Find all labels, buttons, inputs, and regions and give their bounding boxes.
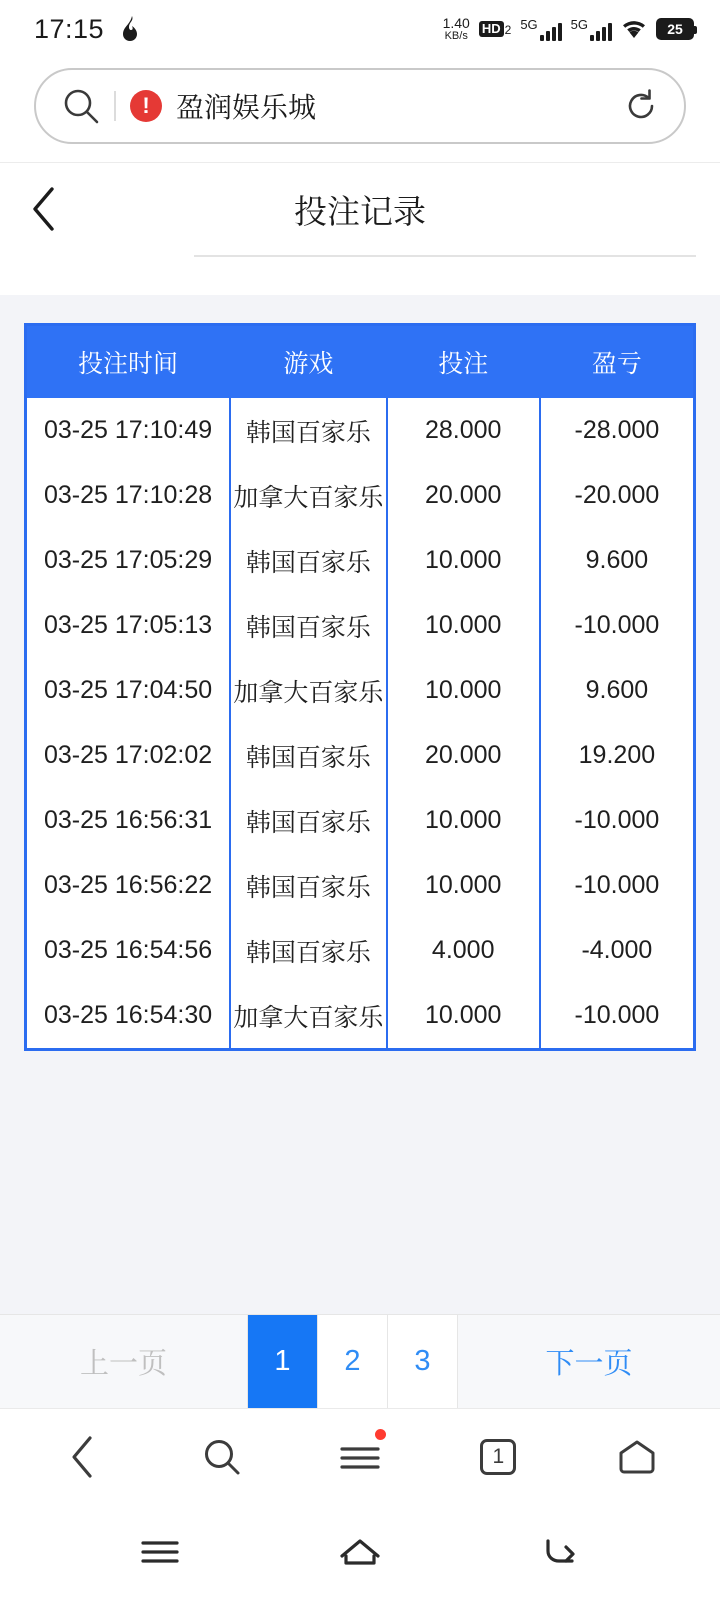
col-header-time: 投注时间 <box>27 326 230 398</box>
col-header-profit: 盈亏 <box>540 326 693 398</box>
cell-bet: 10.000 <box>387 528 540 593</box>
cell-game: 加拿大百家乐 <box>230 463 387 528</box>
page-content <box>0 255 720 1314</box>
home-icon[interactable] <box>325 1517 395 1587</box>
table-row <box>27 528 693 593</box>
browser-toolbar <box>0 1408 720 1504</box>
cell-profit: -10.000 <box>540 788 693 853</box>
cell-time: 03-25 17:10:49 <box>27 398 230 463</box>
cell-bet: 10.000 <box>387 788 540 853</box>
table-row <box>27 983 693 1048</box>
cell-game: 韩国百家乐 <box>230 723 387 788</box>
battery-level: 25 <box>667 21 683 37</box>
site-title[interactable]: 盈润娱乐城 <box>176 92 317 123</box>
cell-game: 韩国百家乐 <box>230 918 387 983</box>
hd-voice-icon <box>479 21 511 37</box>
search-icon[interactable] <box>62 87 100 125</box>
status-time: 17:15 <box>34 13 105 44</box>
col-header-game: 游戏 <box>230 326 387 398</box>
network-speed-value: 1.40 <box>442 15 470 31</box>
table-body <box>27 398 693 1048</box>
table-row <box>27 853 693 918</box>
cell-profit: -10.000 <box>540 593 693 658</box>
back-chevron-icon[interactable] <box>22 187 66 231</box>
cell-profit: -4.000 <box>540 918 693 983</box>
cell-bet: 10.000 <box>387 593 540 658</box>
cell-game: 韩国百家乐 <box>230 528 387 593</box>
table-row <box>27 918 693 983</box>
cell-time: 03-25 16:54:30 <box>27 983 230 1048</box>
cell-profit: -28.000 <box>540 398 693 463</box>
cell-bet: 20.000 <box>387 723 540 788</box>
cell-time: 03-25 17:10:28 <box>27 463 230 528</box>
network-speed <box>443 16 470 42</box>
cell-time: 03-25 16:56:31 <box>27 788 230 853</box>
page-title: 投注记录 <box>294 192 426 230</box>
cell-profit: -20.000 <box>540 463 693 528</box>
browser-menu-button[interactable] <box>322 1419 398 1495</box>
pagination-next[interactable]: 下一页 <box>545 1348 633 1380</box>
cell-profit: 9.600 <box>540 658 693 723</box>
cell-game: 韩国百家乐 <box>230 593 387 658</box>
cell-bet: 28.000 <box>387 398 540 463</box>
status-bar-right <box>443 16 694 42</box>
table-header-row <box>27 326 693 398</box>
wifi-icon <box>621 19 647 39</box>
table-row <box>27 723 693 788</box>
table-row <box>27 658 693 723</box>
tab-count: 1 <box>480 1439 516 1475</box>
signal-sim2-icon <box>571 18 612 41</box>
filter-card-stub-wrap <box>0 255 720 295</box>
browser-search-button[interactable] <box>184 1419 260 1495</box>
filter-card-stub <box>24 255 696 295</box>
cell-time: 03-25 16:54:56 <box>27 918 230 983</box>
browser-back-button[interactable] <box>45 1419 121 1495</box>
network-speed-unit: KB/s <box>444 30 468 42</box>
table-head <box>27 326 693 398</box>
pagination-page-1[interactable]: 1 <box>248 1315 318 1409</box>
cell-time: 03-25 16:56:22 <box>27 853 230 918</box>
sim1-network-label: 5G <box>520 16 538 32</box>
table-row <box>27 463 693 528</box>
flame-icon <box>120 16 144 42</box>
recents-icon[interactable] <box>125 1517 195 1587</box>
cell-bet: 10.000 <box>387 658 540 723</box>
bet-records-grid <box>27 326 693 1048</box>
signal-sim1-icon <box>520 18 561 41</box>
cell-game: 加拿大百家乐 <box>230 658 387 723</box>
sim2-bars <box>590 21 612 41</box>
browser-home-button[interactable] <box>599 1419 675 1495</box>
status-bar-left <box>34 14 144 45</box>
address-bar-pill[interactable] <box>34 68 686 144</box>
system-navigation-bar <box>0 1504 720 1600</box>
back-arrow-icon[interactable] <box>525 1517 595 1587</box>
bet-records-table <box>24 323 696 1051</box>
pagination-prev[interactable]: 上一页 <box>0 1315 248 1409</box>
menu-notification-dot <box>375 1429 386 1440</box>
cell-game: 韩国百家乐 <box>230 853 387 918</box>
col-header-bet: 投注 <box>387 326 540 398</box>
cell-bet: 10.000 <box>387 853 540 918</box>
table-row <box>27 398 693 463</box>
hd-sim-index: 2 <box>504 23 512 38</box>
address-bar-divider <box>114 91 116 121</box>
sim1-bars <box>540 21 562 41</box>
cell-game: 加拿大百家乐 <box>230 983 387 1048</box>
table-row <box>27 593 693 658</box>
cell-bet: 10.000 <box>387 983 540 1048</box>
browser-address-bar <box>0 58 720 163</box>
cell-game: 韩国百家乐 <box>230 398 387 463</box>
status-bar <box>0 0 720 58</box>
cell-game: 韩国百家乐 <box>230 788 387 853</box>
battery-icon <box>656 18 694 40</box>
browser-tabs-button[interactable] <box>460 1419 536 1495</box>
pagination <box>0 1314 720 1408</box>
cell-time: 03-25 17:02:02 <box>27 723 230 788</box>
table-row <box>27 788 693 853</box>
cell-bet: 20.000 <box>387 463 540 528</box>
pagination-page-2[interactable]: 2 <box>318 1315 388 1409</box>
pagination-page-3[interactable]: 3 <box>388 1315 458 1409</box>
cell-time: 03-25 17:04:50 <box>27 658 230 723</box>
refresh-icon[interactable] <box>622 87 660 125</box>
hd-label: HD <box>479 21 504 37</box>
cell-profit: 19.200 <box>540 723 693 788</box>
cell-time: 03-25 17:05:29 <box>27 528 230 593</box>
sim2-network-label: 5G <box>570 16 588 32</box>
page-header <box>0 163 720 255</box>
cell-profit: -10.000 <box>540 853 693 918</box>
warning-icon: ! <box>130 90 162 122</box>
cell-bet: 4.000 <box>387 918 540 983</box>
cell-profit: -10.000 <box>540 983 693 1048</box>
cell-time: 03-25 17:05:13 <box>27 593 230 658</box>
cell-profit: 9.600 <box>540 528 693 593</box>
